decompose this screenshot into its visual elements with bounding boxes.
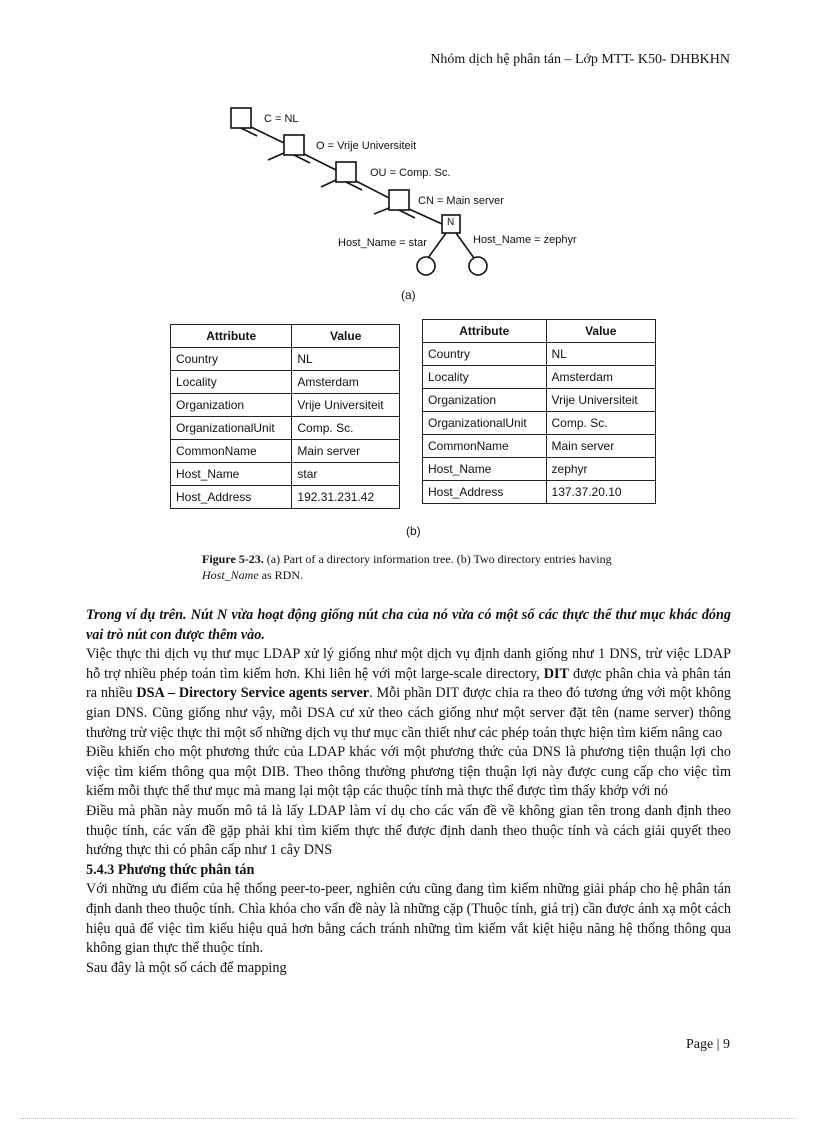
label-host-star: Host_Name = star — [338, 237, 427, 249]
table-row — [423, 435, 656, 458]
figure-5-23 — [168, 98, 668, 598]
table-row — [171, 348, 400, 371]
paragraph-dib: Điều khiến cho một phương thức của LDAP khác với một phương thức của DNS là phương tiện thuận lợi cho việc tìm kiếm thông qua một DIB. Theo thông thường phương tiện thuận lợi này được cung cấp cho việc tìm kiếm mỗi thực thể thư mục mà mang lại một tập các thuộc tính mà thực thể được tìm thấy khớp với nó — [86, 744, 731, 800]
table-cell: CommonName — [171, 440, 292, 463]
figure-caption — [202, 551, 642, 583]
caption-text-2: as RDN. — [258, 568, 304, 582]
table-row — [171, 486, 400, 509]
node-ou-box — [336, 162, 356, 182]
node-cn-box — [389, 190, 409, 210]
table-cell: OrganizationalUnit — [171, 417, 292, 440]
paragraph-namespace: Điều mà phần này muốn mô tả là lấy LDAP làm ví dụ cho các vấn đề về không gian tên trong danh định theo thuộc tính, các vấn đề gặp phải khi tìm kiếm thực thể được định danh theo thuộc tính và cách giải quyết theo hướng thực thi có phân cấp như 1 cây DNS — [86, 802, 731, 859]
paragraph-mapping: Sau đây là một số cách để mapping — [86, 959, 287, 976]
label-o: O = Vrije Universiteit — [316, 140, 417, 152]
table-cell: OrganizationalUnit — [423, 412, 547, 435]
body-text — [86, 606, 731, 978]
table-cell: 137.37.20.10 — [546, 481, 655, 504]
table-cell: Host_Name — [423, 458, 547, 481]
table-cell: Organization — [171, 394, 292, 417]
table-cell: CommonName — [423, 435, 547, 458]
table-header-value: Value — [546, 320, 655, 343]
table-cell: Locality — [423, 366, 547, 389]
caption-italic: Host_Name — [202, 568, 259, 582]
table-cell: Host_Address — [171, 486, 292, 509]
label-ou: OU = Comp. Sc. — [370, 167, 451, 179]
table-cell: 192.31.231.42 — [292, 486, 400, 509]
table-cell: NL — [292, 348, 400, 371]
page-header: Nhóm dịch hệ phân tán – Lớp MTT- K50- DHBKHN — [430, 52, 730, 67]
table-header-attribute: Attribute — [423, 320, 547, 343]
table-cell: Host_Name — [171, 463, 292, 486]
leaf-zephyr-circle — [469, 257, 487, 275]
table-cell: star — [292, 463, 400, 486]
paragraph-p2p: Với những ưu điểm của hệ thống peer-to-peer, nghiên cứu cũng đang tìm kiếm những giải pháp cho hệ phân tán định danh theo thuộc tính. Chìa khóa cho vấn đề này là những cặp (Thuộc tính, giá trị) cần được ánh xạ một cách hiệu quả để việc tìm kiếu hiệu quả hơn bằng cách tránh những tìm kiếm vắt kiệt hiệu năng hệ thống thông qua không gian thực thể thuộc tính. — [86, 881, 731, 957]
table-cell: Country — [423, 343, 547, 366]
table-cell: zephyr — [546, 458, 655, 481]
table-cell: Main server — [546, 435, 655, 458]
text-run: Việc thực thi dịch vụ thư mục LDAP xử lý giống như một dịch vụ định danh giống như 1 DNS, trừ việc LDAP hỗ trợ nhiều phép toán tìm kiếm hơn. Khi liên hệ với một large-scale directory, — [86, 646, 731, 682]
label-cn: CN = Main server — [418, 195, 504, 207]
caption-number: Figure 5-23. — [202, 552, 264, 566]
table-cell: Amsterdam — [292, 371, 400, 394]
table-row — [423, 481, 656, 504]
table-header-attribute: Attribute — [171, 325, 292, 348]
intro-paragraph: Trong ví dụ trên. Nút N vừa hoạt động giống nút cha của nó vừa có một số các thực thể thư mục khác đóng vai trò nút con được thêm vào. — [86, 607, 731, 643]
sublabel-b: (b) — [406, 524, 421, 538]
entry-table-star — [170, 324, 400, 509]
table-cell: Organization — [423, 389, 547, 412]
table-row — [171, 394, 400, 417]
text-run: được phân chia và phân tán ra nhiều — [86, 665, 731, 702]
bold-term-dit: DIT — [543, 665, 569, 682]
node-o-box — [284, 135, 304, 155]
label-host-zephyr: Host_Name = zephyr — [473, 234, 577, 246]
table-cell: Comp. Sc. — [546, 412, 655, 435]
table-row — [171, 440, 400, 463]
section-heading: 5.4.3 Phương thức phân tán — [86, 861, 255, 878]
sublabel-a: (a) — [401, 288, 416, 302]
label-n: N — [447, 217, 455, 228]
table-row — [423, 412, 656, 435]
table-cell: Country — [171, 348, 292, 371]
caption-text-1: (a) Part of a directory information tree. (b) Two directory entries having — [266, 552, 612, 566]
table-cell: NL — [546, 343, 655, 366]
table-cell: Amsterdam — [546, 366, 655, 389]
table-cell: Host_Address — [423, 481, 547, 504]
table-row — [171, 417, 400, 440]
page-number: Page | 9 — [685, 1037, 730, 1052]
table-row — [423, 366, 656, 389]
table-row — [171, 463, 400, 486]
paragraph-ldap — [86, 645, 731, 743]
table-cell: Comp. Sc. — [292, 417, 400, 440]
table-row — [423, 389, 656, 412]
table-cell: Vrije Universiteit — [546, 389, 655, 412]
table-header-value: Value — [292, 325, 400, 348]
bold-term-dsa: DSA – Directory Service agents server — [136, 685, 370, 702]
table-cell: Vrije Universiteit — [292, 394, 400, 417]
table-cell: Main server — [292, 440, 400, 463]
entry-table-zephyr — [422, 319, 656, 504]
label-c: C = NL — [264, 113, 299, 125]
text-run: . Mỗi phần DIT được chia ra theo đó tương ứng với một không gian DNS. Cũng giống như vậy, mỗi DSA cư xử theo cách giống như một server đặt tên (name server) thông thường trừ việc thực thi một số những dịch vụ thư mục cần thiết như các phép toán thực hiện tìm kiếm nâng cao — [86, 685, 732, 741]
table-row — [423, 458, 656, 481]
bottom-divider — [20, 1118, 796, 1119]
table-cell: Locality — [171, 371, 292, 394]
node-c-box — [231, 108, 251, 128]
table-row — [423, 343, 656, 366]
leaf-star-circle — [417, 257, 435, 275]
table-row — [171, 371, 400, 394]
